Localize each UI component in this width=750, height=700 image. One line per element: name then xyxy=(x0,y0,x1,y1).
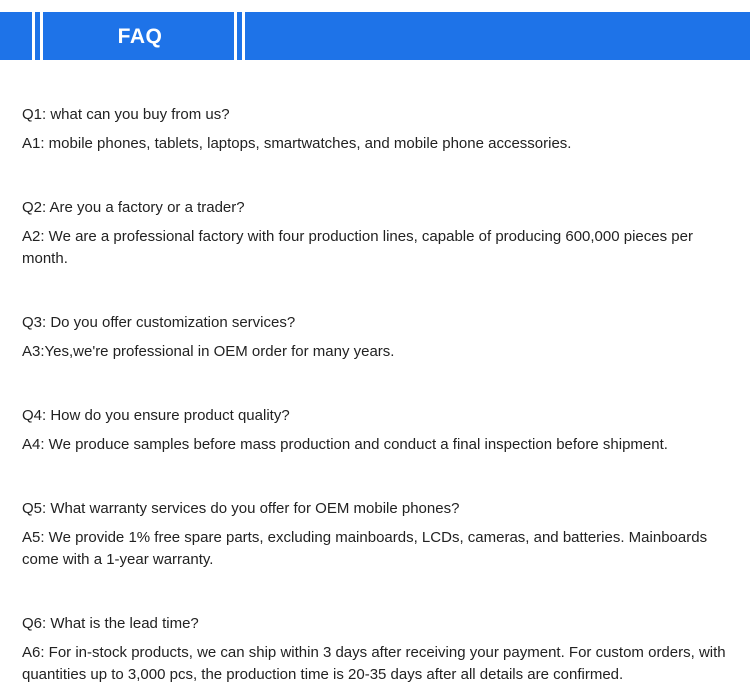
faq-item-5 xyxy=(22,498,732,571)
header-stripe-left-2 xyxy=(40,12,43,60)
faq-item-2 xyxy=(22,197,732,270)
faq-question-5: Q5: What warranty services do you offer for OEM mobile phones? xyxy=(22,500,460,517)
faq-question-4: Q4: How do you ensure product quality? xyxy=(22,407,290,424)
faq-answer-2: A2: We are a professional factory with four production lines, capable of producing 600,000 pieces per month. xyxy=(22,228,693,267)
faq-answer-3: A3:Yes,we're professional in OEM order for many years. xyxy=(22,343,395,360)
faq-list xyxy=(22,104,732,686)
faq-title: FAQ xyxy=(117,25,163,48)
header-stripe-right-1 xyxy=(234,12,237,60)
faq-item-6 xyxy=(22,613,732,686)
faq-answer-4: A4: We produce samples before mass production and conduct a final inspection before shipment. xyxy=(22,436,668,453)
faq-answer-1: A1: mobile phones, tablets, laptops, smartwatches, and mobile phone accessories. xyxy=(22,135,572,152)
header-stripe-left-1 xyxy=(32,12,35,60)
faq-answer-5: A5: We provide 1% free spare parts, excluding mainboards, LCDs, cameras, and batteries. Mainboards come with a 1-year warranty. xyxy=(22,529,708,568)
faq-question-3: Q3: Do you offer customization services? xyxy=(22,314,296,331)
faq-item-4 xyxy=(22,405,732,456)
header-stripe-right-2 xyxy=(242,12,245,60)
faq-question-1: Q1: what can you buy from us? xyxy=(22,106,230,123)
faq-question-6: Q6: What is the lead time? xyxy=(22,615,199,632)
faq-question-2: Q2: Are you a factory or a trader? xyxy=(22,199,245,216)
faq-item-3 xyxy=(22,312,732,363)
faq-answer-6: A6: For in-stock products, we can ship within 3 days after receiving your payment. For custom orders, with quantities up to 3,000 pcs, the production time is 20-35 days after all details are confirmed. xyxy=(22,644,726,683)
faq-item-1 xyxy=(22,104,732,155)
faq-header-band xyxy=(0,12,750,60)
